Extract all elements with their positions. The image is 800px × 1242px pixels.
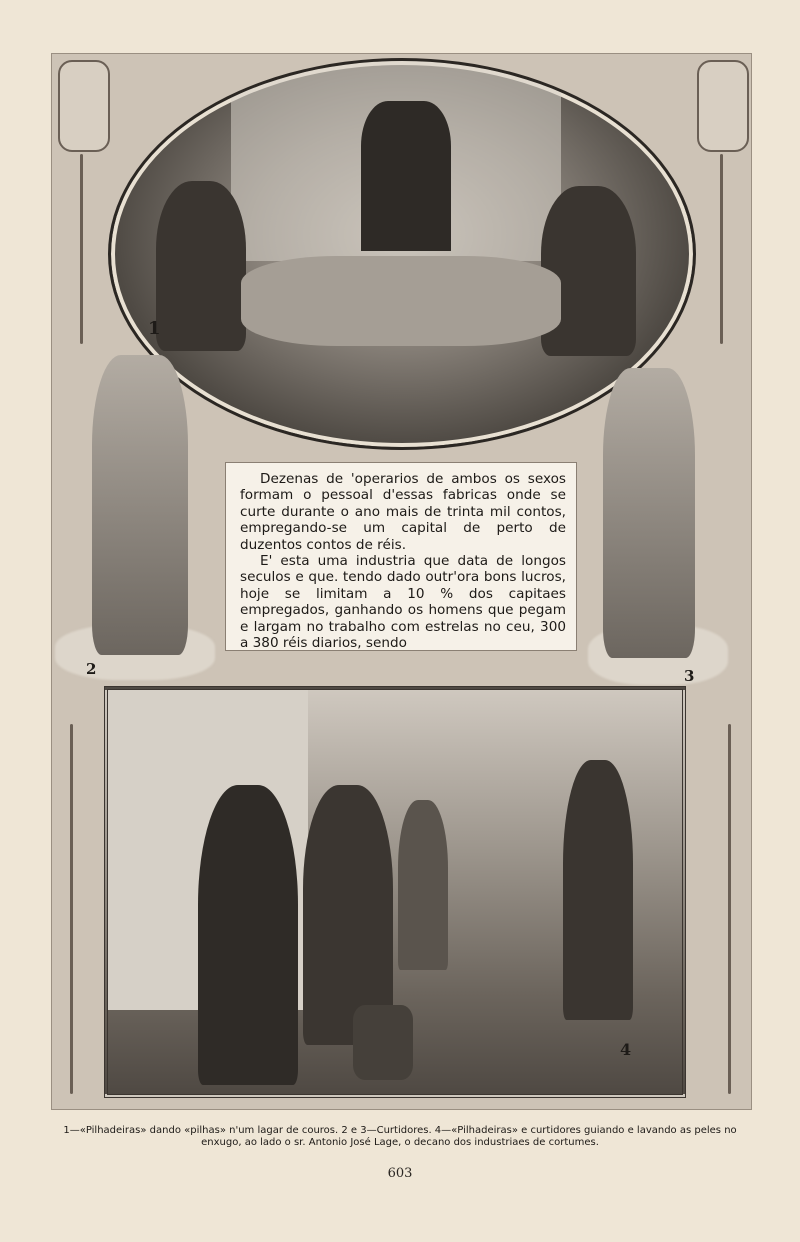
figure-caption: 1—«Pilhadeiras» dando «pilhas» n'um lagar de couros. 2 e 3—Curtidores. 4—«Pilhadeiras» e curtidores guiando e lavando as peles no enxugo, ao lado o sr. Antonio José Lage, o decano dos industriaes de cortumes. xyxy=(63,1125,737,1148)
figure-woman-right xyxy=(541,186,636,356)
figure-woman-left xyxy=(156,181,246,351)
figure-women-background xyxy=(361,101,451,251)
article-paragraph-2: E' esta uma industria que data de longos seculos e que. tendo dado outr'ora bons lucros, hoje se limitam a 10 % dos capitaes empregados, ganhando os homens que pegam e largam no trabalho com estrelas no ceu, 300 a 380 réis diarios, sendo xyxy=(240,553,566,652)
figure-woman-three xyxy=(398,800,448,970)
figure-number-4: 4 xyxy=(620,1040,632,1059)
ornament-line-left-bottom xyxy=(70,724,73,1094)
page-number: 603 xyxy=(387,1166,413,1181)
article-text-box xyxy=(225,462,577,651)
photo-curtidor-left xyxy=(92,355,188,655)
bucket xyxy=(353,1005,413,1080)
corner-ornament-top-left xyxy=(58,60,110,152)
figure-number-3: 3 xyxy=(684,667,695,685)
corner-ornament-top-right xyxy=(697,60,749,152)
article-paragraph-1: Dezenas de 'operarios de ambos os sexos formam o pessoal d'essas fabricas onde se curte durante o ano mais de trinta mil contos, empregando-se um capital de perto de duzentos contos de réis. xyxy=(240,471,566,553)
photo-pilhadeiras-enxugo xyxy=(104,686,686,1098)
figure-antonio-jose-lage xyxy=(563,760,633,1020)
ornament-line-right-bottom xyxy=(728,724,731,1094)
ornament-line-right-top xyxy=(720,154,723,344)
figure-number-2: 2 xyxy=(86,660,97,678)
ornament-line-left-top xyxy=(80,154,83,344)
photo-pilhadeiras-lagar xyxy=(108,58,696,450)
photo-curtidor-right xyxy=(603,368,695,658)
figure-woman-one xyxy=(198,785,298,1085)
figure-number-1: 1 xyxy=(148,318,161,339)
leather-hides xyxy=(241,256,561,346)
